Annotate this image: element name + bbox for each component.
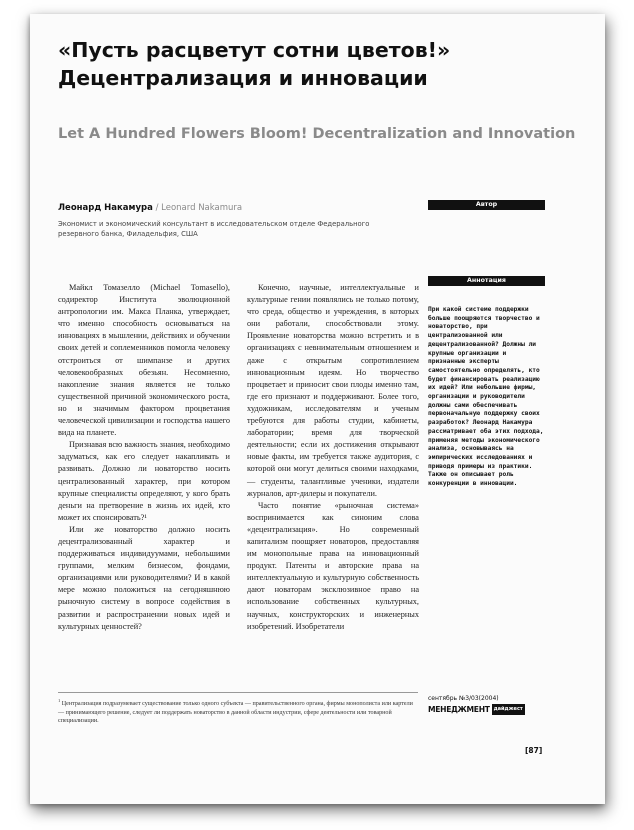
footnote [58,697,420,726]
body-column-1 [58,282,230,633]
footnote-text: Централизация подразумевает существование только одного субъекта — правительственного органа, фирмы монополиста или картели — принимающего решение, следует ли поддержать новаторство в данной области индустрии, сфере деятельности или товарной специализации. [58,701,413,725]
paragraph: Или же новаторство должно носить децентрализованный характер и поддерживаться индивидуумами, небольшими группами, мелким бизнесом, фондами, организациями или руководителями? И в какой мере можно положиться на сегодняшнюю рыночную систему в вопросе содействия в развитии и распространении новых идей и культурных ценностей? [58,524,230,631]
body-column-2 [247,282,419,633]
author-name-en: Leonard Nakamura [161,203,243,213]
article-title-en: Let A Hundred Flowers Bloom! Decentralization and Innovation [58,126,576,142]
author-name-ru: Леонард Накамура [58,203,153,213]
paragraph: Часто понятие «рыночная система» воспринимается как синоним слова «децентрализация». Но современный капитализм поощряет новаторов, предоставляя им монопольные права на инновационный продукт. Патенты и авторские права на интеллектуальную и культурную собственность дают новаторам эксклюзивное право на использование собственных культурных, научных, конструкторских и инженерных изобретений. Изобретатели [247,500,419,631]
paragraph: Конечно, научные, интеллектуальные и культурные гении появлялись не только потому, что среда, общество и учреждения, в которых они работали, способствовали этому. Проявление новаторства можно встретить и в организациях с невнимательным отношением и даже с открытым сопротивлением инновационным идеям. Но творчество процветает и приносит свои плоды именно там, где его признают и поддерживают. Более того, художникам, исследователям и ученым требуются для работы студии, кабинеты, лаборатории; время для творческой деятельности; если их достижения открывают новые факты, им требуется также аудитория, с которой они могут делиться своими находками, — студенты, талантливые ученики, издатели журналов, арт-дилеры и покупатели. [247,283,419,498]
logo-main-text: МЕНЕДЖМЕНТ [428,705,490,714]
issue-info: сентябрь №3/03(2004) [428,695,499,702]
author-line [58,203,242,213]
author-label: Автор [428,200,545,210]
footnote-divider [58,692,418,693]
abstract-text: При какой системе поддержки больше поощряются творчество и новаторство, при централизованной или децентрализованной? Должны ли крупные организации и признанные эксперты самостоятельно определять, кто будет финансировать реализацию их идей? Или небольшие фирмы, организации и руководители должны сами обеспечивать первоначальную поддержку своих разработок? Леонард Накамура рассматривает оба этих подхода, применяя методы экономического анализа, основываясь на эмпирических исследованиях и приводя примеры из практики. Также он описывает роль конкуренции в инновации. [428,306,544,488]
paragraph: Майкл Томазелло (Michael Tomasello), содиректор Института эволюционной антропологии им. Макса Планка, утверждает, что именно способность основываться на инновациях в мышлении, действиях и обучении своих детей и соплеменников помогла человеку отстроиться от шимпанзе и других человекообразных обезьян. Несомненно, накопление знания является не только существенной причиной экономического роста, но и значимым фактором процветания человеческой цивилизации и господства нашего вида на планете. [58,283,230,438]
logo-sub-text: дайджест [492,704,525,715]
author-description: Экономист и экономический консультант в исследовательском отделе Федерального резервного банка, Филадельфия, США [58,220,370,238]
magazine-logo [428,704,545,715]
footnote-marker: 1 [58,698,61,703]
author-separator: / [155,203,159,213]
paragraph: Признавая всю важность знания, необходимо задуматься, как его следует накапливать и развивать. Должно ли новаторство носить централизованный характер, при котором крупные специалисты определяют, у кого брать деньги на претворение в жизнь их идей, кто может их спонсировать?¹ [58,440,230,522]
abstract-label: Аннотация [428,276,545,286]
article-title-ru: «Пусть расцветут сотни цветов!» Децентрализация и инновации [58,38,451,90]
page-number: [87] [525,746,543,755]
